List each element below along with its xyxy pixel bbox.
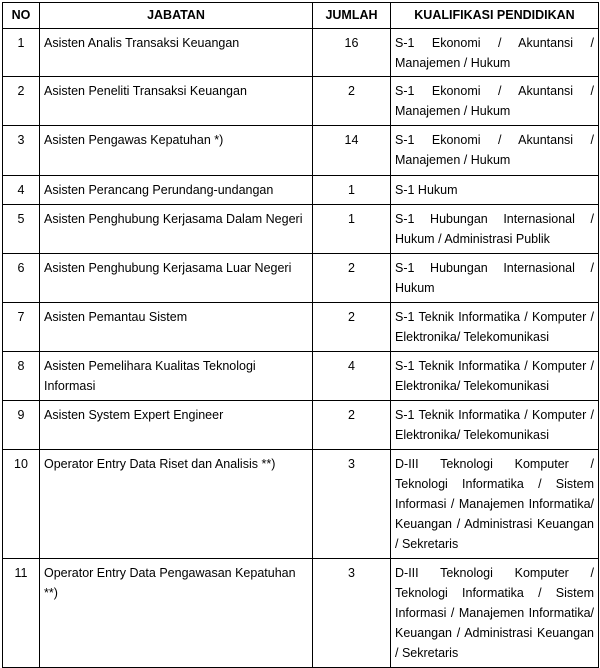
table-row bbox=[3, 352, 599, 401]
table-row bbox=[3, 254, 599, 303]
row-kualifikasi: D-III Teknologi Komputer / Teknologi Informatika / Sistem Informasi / Manajemen Informatika/ Keuangan / Administrasi Keuangan / Sekretaris bbox=[391, 559, 599, 668]
table-row bbox=[3, 450, 599, 559]
row-jabatan: Asisten Pemantau Sistem bbox=[40, 303, 313, 352]
row-no: 1 bbox=[3, 29, 40, 77]
row-jumlah: 2 bbox=[313, 254, 391, 303]
table-row bbox=[3, 205, 599, 254]
row-kualifikasi: S-1 Teknik Informatika / Komputer / Elektronika/ Telekomunikasi bbox=[391, 352, 599, 401]
table-row bbox=[3, 401, 599, 450]
row-jabatan: Asisten Analis Transaksi Keuangan bbox=[40, 29, 313, 77]
row-jumlah: 2 bbox=[313, 401, 391, 450]
header-jumlah: JUMLAH bbox=[313, 3, 391, 29]
table-row bbox=[3, 126, 599, 176]
row-jumlah: 3 bbox=[313, 559, 391, 668]
table-row bbox=[3, 77, 599, 126]
row-no: 5 bbox=[3, 205, 40, 254]
row-kualifikasi: S-1 Teknik Informatika / Komputer / Elektronika/ Telekomunikasi bbox=[391, 401, 599, 450]
row-jabatan: Operator Entry Data Pengawasan Kepatuhan **) bbox=[40, 559, 313, 668]
row-kualifikasi: S-1 Ekonomi / Akuntansi / Manajemen / Hukum bbox=[391, 126, 599, 176]
row-no: 9 bbox=[3, 401, 40, 450]
row-jabatan: Asisten Pemelihara Kualitas Teknologi Informasi bbox=[40, 352, 313, 401]
row-jumlah: 3 bbox=[313, 450, 391, 559]
row-no: 11 bbox=[3, 559, 40, 668]
row-kualifikasi: S-1 Hukum bbox=[391, 176, 599, 205]
table-row bbox=[3, 559, 599, 668]
row-jumlah: 14 bbox=[313, 126, 391, 176]
row-jumlah: 2 bbox=[313, 77, 391, 126]
row-jumlah: 16 bbox=[313, 29, 391, 77]
row-jumlah: 1 bbox=[313, 176, 391, 205]
row-kualifikasi: S-1 Ekonomi / Akuntansi / Manajemen / Hukum bbox=[391, 77, 599, 126]
row-jabatan: Asisten System Expert Engineer bbox=[40, 401, 313, 450]
table-row bbox=[3, 176, 599, 205]
row-jabatan: Asisten Pengawas Kepatuhan *) bbox=[40, 126, 313, 176]
table-header bbox=[3, 3, 599, 29]
header-jabatan: JABATAN bbox=[40, 3, 313, 29]
row-jabatan: Asisten Penghubung Kerjasama Luar Negeri bbox=[40, 254, 313, 303]
row-jabatan: Asisten Penghubung Kerjasama Dalam Negeri bbox=[40, 205, 313, 254]
row-no: 8 bbox=[3, 352, 40, 401]
header-row bbox=[3, 3, 599, 29]
row-no: 10 bbox=[3, 450, 40, 559]
row-kualifikasi: S-1 Teknik Informatika / Komputer / Elektronika/ Telekomunikasi bbox=[391, 303, 599, 352]
table-row bbox=[3, 303, 599, 352]
row-no: 7 bbox=[3, 303, 40, 352]
job-qualification-table bbox=[2, 2, 599, 668]
row-jumlah: 1 bbox=[313, 205, 391, 254]
row-no: 6 bbox=[3, 254, 40, 303]
row-jumlah: 2 bbox=[313, 303, 391, 352]
row-kualifikasi: S-1 Hubungan Internasional / Hukum / Administrasi Publik bbox=[391, 205, 599, 254]
row-jabatan: Asisten Peneliti Transaksi Keuangan bbox=[40, 77, 313, 126]
table-row bbox=[3, 29, 599, 77]
header-kualifikasi: KUALIFIKASI PENDIDIKAN bbox=[391, 3, 599, 29]
row-kualifikasi: S-1 Ekonomi / Akuntansi / Manajemen / Hukum bbox=[391, 29, 599, 77]
row-kualifikasi: D-III Teknologi Komputer / Teknologi Informatika / Sistem Informasi / Manajemen Informatika/ Keuangan / Administrasi Keuangan / Sekretaris bbox=[391, 450, 599, 559]
row-jabatan: Asisten Perancang Perundang-undangan bbox=[40, 176, 313, 205]
row-no: 2 bbox=[3, 77, 40, 126]
row-jabatan: Operator Entry Data Riset dan Analisis **) bbox=[40, 450, 313, 559]
row-kualifikasi: S-1 Hubungan Internasional / Hukum bbox=[391, 254, 599, 303]
row-jumlah: 4 bbox=[313, 352, 391, 401]
table-body bbox=[3, 29, 599, 668]
header-no: NO bbox=[3, 3, 40, 29]
row-no: 4 bbox=[3, 176, 40, 205]
row-no: 3 bbox=[3, 126, 40, 176]
